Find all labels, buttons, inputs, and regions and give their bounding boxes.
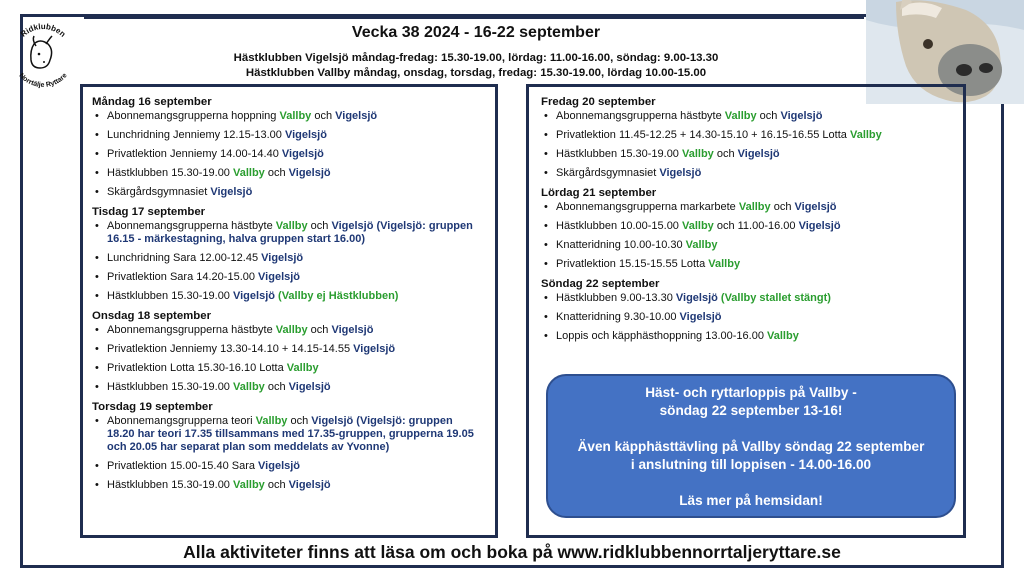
list-item: • Privatlektion Jenniemy 14.00-14.40 Vigelsjö (92, 148, 482, 161)
svg-text:Ridklubben: Ridklubben (18, 21, 68, 39)
list-item: • Hästklubben 15.30-19.00 Vallby och Vigelsjö (92, 479, 482, 492)
promo-line: i anslutning till loppisen - 14.00-16.00 (630, 457, 872, 472)
list-item: • Abonnemangsgrupperna teori Vallby och Vigelsjö (Vigelsjö: gruppen 18.20 har teori 17.35 tillsammans med 17.35-gruppen, grupperna 19.05 och 20.05 har separat plan som meddelats av Yvonne) (92, 415, 482, 454)
list-item: • Hästklubben 15.30-19.00 Vallby och Vigelsjö (541, 148, 951, 161)
list-item: • Privatlektion 15.00-15.40 Sara Vigelsjö (92, 460, 482, 473)
list-item: • Lunchridning Jenniemy 12.15-13.00 Vigelsjö (92, 129, 482, 142)
list-item: • Loppis och käpphästhoppning 13.00-16.00 Vallby (541, 330, 951, 343)
promo-line: Även käpphästtävling på Vallby söndag 22 september (577, 439, 925, 454)
promo-line: Häst- och ryttarloppis på Vallby - (645, 385, 857, 400)
list-item: • Abonnemangsgrupperna hästbyte Vallby och Vigelsjö (541, 110, 951, 123)
flea-market-promo (546, 374, 956, 518)
list-item: • Hästklubben 15.30-19.00 Vigelsjö (Vallby ej Hästklubben) (92, 290, 482, 303)
day-heading-tuesday: Tisdag 17 september (92, 206, 206, 218)
club-logo (6, 16, 80, 90)
list-item: • Abonnemangsgrupperna markarbete Vallby och Vigelsjö (541, 201, 951, 214)
list-item: • Privatlektion 11.45-12.25 + 14.30-15.10 + 16.15-16.55 Lotta Vallby (541, 129, 951, 142)
day-heading-wednesday: Onsdag 18 september (92, 310, 212, 322)
list-item: • Abonnemangsgrupperna hästbyte Vallby och Vigelsjö (92, 324, 482, 337)
day-heading-thursday: Torsdag 19 september (92, 401, 213, 413)
page-title: Vecka 38 2024 - 16-22 september (351, 24, 601, 41)
list-item: • Privatlektion 15.15-15.55 Lotta Vallby (541, 258, 951, 271)
list-item: • Knatteridning 9.30-10.00 Vigelsjö (541, 311, 951, 324)
list-item: • Knatteridning 10.00-10.30 Vallby (541, 239, 951, 252)
list-item: • Lunchridning Sara 12.00-12.45 Vigelsjö (92, 252, 482, 265)
day-heading-friday: Fredag 20 september (541, 96, 656, 108)
list-item: • Hästklubben 15.30-19.00 Vallby och Vigelsjö (92, 167, 482, 180)
day-heading-sunday: Söndag 22 september (541, 278, 660, 290)
list-item: • Skärgårdsgymnasiet Vigelsjö (541, 167, 951, 180)
svg-text:Norrtälje Ryttare: Norrtälje Ryttare (17, 72, 69, 90)
list-item: • Privatlektion Lotta 15.30-16.10 Lotta Vallby (92, 362, 482, 375)
list-item: • Hästklubben 15.30-19.00 Vallby och Vigelsjö (92, 381, 482, 394)
list-item: • Privatlektion Sara 14.20-15.00 Vigelsjö (92, 271, 482, 284)
list-item: • Skärgårdsgymnasiet Vigelsjö (92, 186, 482, 199)
schedule-left-panel (80, 84, 498, 538)
header-rule (84, 16, 864, 19)
list-item: • Privatlektion Jenniemy 13.30-14.10 + 14.15-14.55 Vigelsjö (92, 343, 482, 356)
promo-line: söndag 22 september 13-16! (659, 403, 843, 418)
day-heading-monday: Måndag 16 september (92, 96, 212, 108)
list-item: • Hästklubben 10.00-15.00 Vallby och 11.00-16.00 Vigelsjö (541, 220, 951, 233)
footer-text: Alla aktiviteter finns att läsa om och boka på www.ridklubbennorrtaljeryttare.se (183, 542, 841, 562)
promo-read-more: Läs mer på hemsidan! (679, 493, 823, 508)
list-item: • Abonnemangsgrupperna hästbyte Vallby och Vigelsjö (Vigelsjö: gruppen 16.15 - märkestagning, halva gruppen start 16.00) (92, 220, 482, 246)
list-item: • Hästklubben 9.00-13.30 Vigelsjö (Vallby stallet stängt) (541, 292, 951, 305)
hours-vallby: Hästklubben Vallby måndag, onsdag, torsdag, fredag: 15.30-19.00, lördag 10.00-15.00 (245, 67, 707, 79)
hours-vigelsjo: Hästklubben Vigelsjö måndag-fredag: 15.30-19.00, lördag: 11.00-16.00, söndag: 9.00-13.30 (233, 52, 719, 64)
day-heading-saturday: Lördag 21 september (541, 187, 657, 199)
list-item: • Abonnemangsgrupperna hoppning Vallby och Vigelsjö (92, 110, 482, 123)
